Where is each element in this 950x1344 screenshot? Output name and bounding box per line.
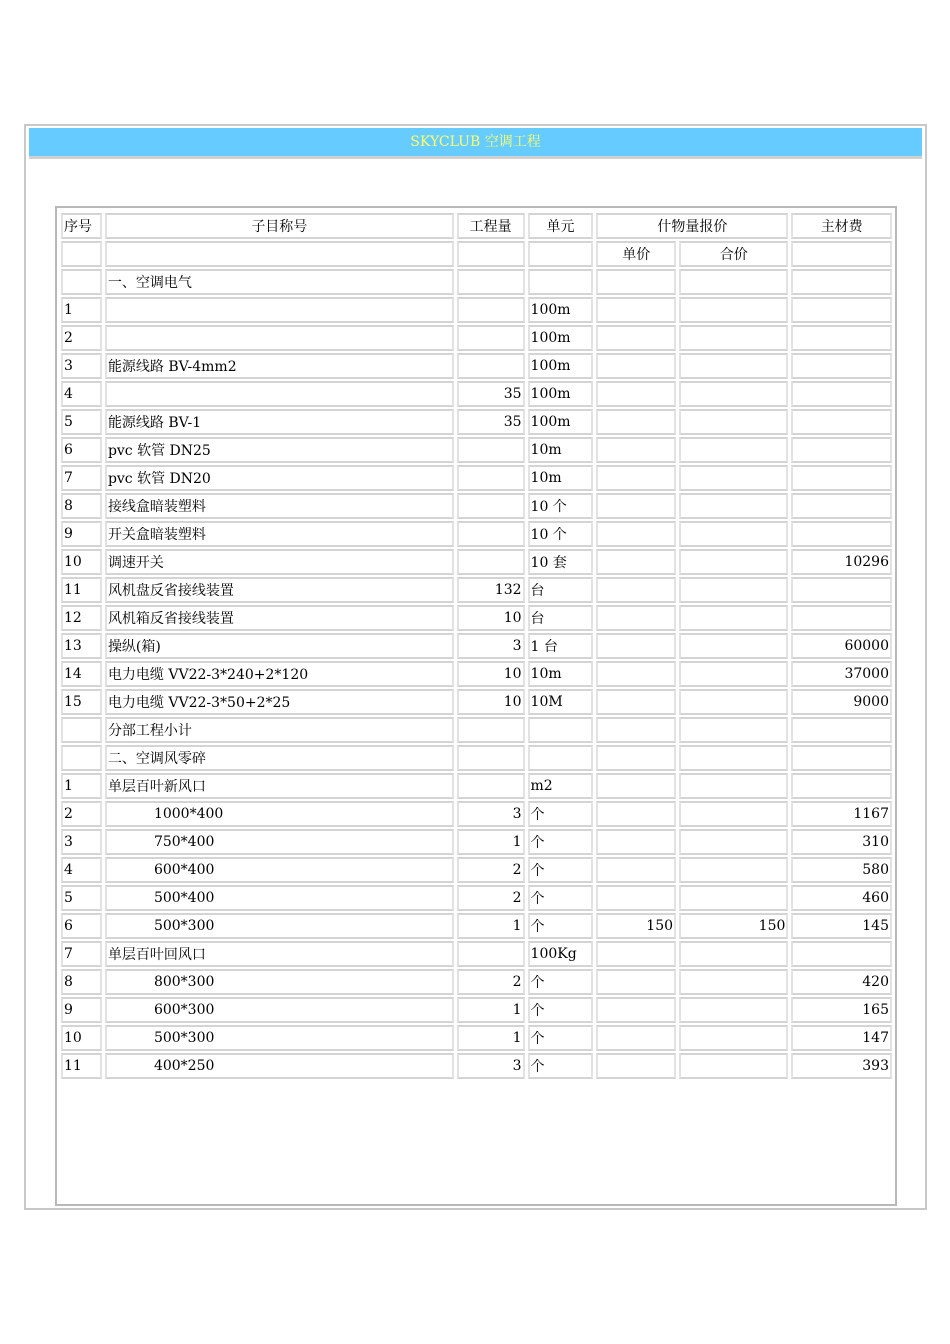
cell-unit: 10m bbox=[528, 465, 594, 491]
cell-total-price bbox=[679, 857, 788, 883]
cell-unit: 个 bbox=[528, 913, 594, 939]
cell-unit-price bbox=[596, 605, 676, 631]
cell-quantity: 132 bbox=[457, 577, 525, 603]
cell-material-cost bbox=[791, 717, 892, 743]
table-row bbox=[61, 801, 892, 827]
table-row bbox=[61, 1025, 892, 1051]
table-row bbox=[61, 437, 892, 463]
cell-seq: 4 bbox=[61, 381, 102, 407]
cell-item-name: 单层百叶新风口 bbox=[105, 773, 454, 799]
document-frame bbox=[24, 124, 927, 1210]
table-row bbox=[61, 717, 892, 743]
cell-unit: 100Kg bbox=[528, 941, 594, 967]
header-name: 子目称号 bbox=[105, 213, 454, 239]
cell-quantity bbox=[457, 465, 525, 491]
cell-seq: 5 bbox=[61, 409, 102, 435]
header-total-price: 合价 bbox=[679, 241, 788, 267]
header-seq: 序号 bbox=[61, 213, 102, 239]
cell-quantity bbox=[457, 745, 525, 771]
table-row bbox=[61, 1053, 892, 1079]
cell-seq: 1 bbox=[61, 773, 102, 799]
cell-total-price bbox=[679, 437, 788, 463]
cell-total-price bbox=[679, 773, 788, 799]
cell-seq: 6 bbox=[61, 437, 102, 463]
cell-seq: 6 bbox=[61, 913, 102, 939]
cell-item-name: 500*300 bbox=[105, 1025, 454, 1051]
cell-item-name: 风机盘反省接线装置 bbox=[105, 577, 454, 603]
cell-quantity: 10 bbox=[457, 605, 525, 631]
header-unit: 单元 bbox=[528, 213, 594, 239]
cell-total-price bbox=[679, 353, 788, 379]
cell-unit: m2 bbox=[528, 773, 594, 799]
cell-quantity bbox=[457, 773, 525, 799]
table-row bbox=[61, 773, 892, 799]
cell-total-price bbox=[679, 885, 788, 911]
cell-item-name: 1000*400 bbox=[105, 801, 454, 827]
cell-item-name: 调速开关 bbox=[105, 549, 454, 575]
header-qty: 工程量 bbox=[457, 213, 525, 239]
table-row bbox=[61, 493, 892, 519]
subheader-empty-cell bbox=[457, 241, 525, 267]
cell-quantity: 3 bbox=[457, 633, 525, 659]
cell-unit-price bbox=[596, 465, 676, 491]
cell-seq: 13 bbox=[61, 633, 102, 659]
table-row bbox=[61, 353, 892, 379]
cell-total-price bbox=[679, 745, 788, 771]
cell-total-price bbox=[679, 549, 788, 575]
cell-unit-price bbox=[596, 521, 676, 547]
cell-quantity: 1 bbox=[457, 997, 525, 1023]
cell-item-name: 750*400 bbox=[105, 829, 454, 855]
cell-seq bbox=[61, 269, 102, 295]
cell-seq: 2 bbox=[61, 325, 102, 351]
cell-item-name: 风机箱反省接线装置 bbox=[105, 605, 454, 631]
cell-material-cost bbox=[791, 465, 892, 491]
cell-unit bbox=[528, 745, 594, 771]
cell-total-price bbox=[679, 801, 788, 827]
cell-item-name: 接线盒暗装塑料 bbox=[105, 493, 454, 519]
cell-material-cost: 10296 bbox=[791, 549, 892, 575]
table-row bbox=[61, 381, 892, 407]
cell-material-cost bbox=[791, 437, 892, 463]
cell-material-cost: 60000 bbox=[791, 633, 892, 659]
cell-quantity bbox=[457, 325, 525, 351]
cell-unit: 100m bbox=[528, 325, 594, 351]
cell-unit: 100m bbox=[528, 409, 594, 435]
table-row bbox=[61, 269, 892, 295]
cell-unit: 个 bbox=[528, 829, 594, 855]
cell-unit-price bbox=[596, 269, 676, 295]
cell-quantity: 10 bbox=[457, 689, 525, 715]
cell-quantity bbox=[457, 941, 525, 967]
cell-material-cost bbox=[791, 325, 892, 351]
cell-item-name: pvc 软管 DN25 bbox=[105, 437, 454, 463]
cell-quantity: 35 bbox=[457, 409, 525, 435]
cell-quantity bbox=[457, 269, 525, 295]
cell-unit: 100m bbox=[528, 353, 594, 379]
cell-seq: 4 bbox=[61, 857, 102, 883]
cell-unit-price bbox=[596, 549, 676, 575]
cell-unit: 个 bbox=[528, 801, 594, 827]
cell-material-cost: 420 bbox=[791, 969, 892, 995]
table-row bbox=[61, 913, 892, 939]
cell-item-name: 分部工程小计 bbox=[105, 717, 454, 743]
cell-item-name: 500*400 bbox=[105, 885, 454, 911]
table-row bbox=[61, 465, 892, 491]
cell-material-cost: 165 bbox=[791, 997, 892, 1023]
cell-item-name bbox=[105, 381, 454, 407]
table-row bbox=[61, 633, 892, 659]
cell-material-cost: 37000 bbox=[791, 661, 892, 687]
cell-unit-price bbox=[596, 381, 676, 407]
cell-unit-price bbox=[596, 297, 676, 323]
cell-unit: 个 bbox=[528, 857, 594, 883]
cell-material-cost bbox=[791, 577, 892, 603]
page-title: SKYCLUB 空调工程 bbox=[29, 128, 922, 159]
cell-material-cost bbox=[791, 409, 892, 435]
cell-item-name: 500*300 bbox=[105, 913, 454, 939]
cell-seq: 8 bbox=[61, 493, 102, 519]
cell-total-price bbox=[679, 577, 788, 603]
cell-quantity: 1 bbox=[457, 913, 525, 939]
table-row bbox=[61, 549, 892, 575]
cell-material-cost bbox=[791, 745, 892, 771]
cell-unit: 个 bbox=[528, 1053, 594, 1079]
cell-total-price bbox=[679, 717, 788, 743]
cell-total-price bbox=[679, 297, 788, 323]
cell-item-name: 电力电缆 VV22-3*50+2*25 bbox=[105, 689, 454, 715]
cell-unit: 10 个 bbox=[528, 493, 594, 519]
cell-unit: 个 bbox=[528, 1025, 594, 1051]
cell-unit-price bbox=[596, 577, 676, 603]
header-unit-price: 单价 bbox=[596, 241, 676, 267]
cell-seq: 5 bbox=[61, 885, 102, 911]
cell-unit-price bbox=[596, 801, 676, 827]
cell-quantity bbox=[457, 521, 525, 547]
cell-material-cost: 310 bbox=[791, 829, 892, 855]
cell-unit-price bbox=[596, 409, 676, 435]
cell-total-price bbox=[679, 941, 788, 967]
cell-seq: 12 bbox=[61, 605, 102, 631]
cell-unit: 10 套 bbox=[528, 549, 594, 575]
cell-item-name: 600*300 bbox=[105, 997, 454, 1023]
cell-unit: 台 bbox=[528, 605, 594, 631]
subheader-empty-cell bbox=[105, 241, 454, 267]
cell-total-price bbox=[679, 269, 788, 295]
cell-material-cost bbox=[791, 605, 892, 631]
cell-material-cost: 147 bbox=[791, 1025, 892, 1051]
cell-total-price bbox=[679, 605, 788, 631]
header-material-cost: 主材费 bbox=[791, 213, 892, 239]
cell-material-cost bbox=[791, 297, 892, 323]
quote-table-frame bbox=[55, 206, 897, 1206]
cell-unit-price bbox=[596, 1025, 676, 1051]
cell-total-price bbox=[679, 661, 788, 687]
cell-item-name: 能源线路 BV-4mm2 bbox=[105, 353, 454, 379]
cell-item-name: 400*250 bbox=[105, 1053, 454, 1079]
cell-item-name: pvc 软管 DN20 bbox=[105, 465, 454, 491]
cell-total-price bbox=[679, 521, 788, 547]
cell-item-name bbox=[105, 325, 454, 351]
cell-material-cost: 9000 bbox=[791, 689, 892, 715]
cell-total-price bbox=[679, 829, 788, 855]
subheader-row bbox=[61, 241, 892, 267]
cell-total-price bbox=[679, 969, 788, 995]
table-row bbox=[61, 577, 892, 603]
cell-item-name: 800*300 bbox=[105, 969, 454, 995]
cell-unit: 个 bbox=[528, 885, 594, 911]
cell-material-cost bbox=[791, 493, 892, 519]
cell-unit: 100m bbox=[528, 297, 594, 323]
table-row bbox=[61, 885, 892, 911]
cell-quantity: 35 bbox=[457, 381, 525, 407]
cell-total-price bbox=[679, 1025, 788, 1051]
cell-unit bbox=[528, 717, 594, 743]
cell-material-cost bbox=[791, 269, 892, 295]
cell-quantity: 2 bbox=[457, 857, 525, 883]
table-row bbox=[61, 605, 892, 631]
cell-material-cost: 1167 bbox=[791, 801, 892, 827]
cell-item-name: 二、空调风零碎 bbox=[105, 745, 454, 771]
cell-total-price bbox=[679, 997, 788, 1023]
cell-quantity bbox=[457, 437, 525, 463]
cell-unit-price bbox=[596, 353, 676, 379]
cell-unit: 10M bbox=[528, 689, 594, 715]
table-row bbox=[61, 409, 892, 435]
cell-quantity: 2 bbox=[457, 969, 525, 995]
cell-unit: 10 个 bbox=[528, 521, 594, 547]
cell-unit-price bbox=[596, 997, 676, 1023]
cell-total-price bbox=[679, 633, 788, 659]
cell-seq: 7 bbox=[61, 941, 102, 967]
cell-unit-price bbox=[596, 941, 676, 967]
cell-unit-price bbox=[596, 773, 676, 799]
cell-seq bbox=[61, 717, 102, 743]
cell-item-name bbox=[105, 297, 454, 323]
cell-seq: 3 bbox=[61, 353, 102, 379]
cell-total-price bbox=[679, 325, 788, 351]
cell-unit: 台 bbox=[528, 577, 594, 603]
cell-total-price: 150 bbox=[679, 913, 788, 939]
cell-quantity bbox=[457, 549, 525, 575]
table-row bbox=[61, 857, 892, 883]
cell-quantity: 3 bbox=[457, 1053, 525, 1079]
cell-seq: 11 bbox=[61, 1053, 102, 1079]
cell-quantity: 3 bbox=[457, 801, 525, 827]
cell-item-name: 单层百叶回风口 bbox=[105, 941, 454, 967]
cell-unit-price bbox=[596, 493, 676, 519]
cell-total-price bbox=[679, 493, 788, 519]
cell-quantity bbox=[457, 493, 525, 519]
cell-unit-price bbox=[596, 829, 676, 855]
cell-quantity bbox=[457, 297, 525, 323]
cell-item-name: 能源线路 BV-1 bbox=[105, 409, 454, 435]
cell-unit-price bbox=[596, 717, 676, 743]
cell-unit-price bbox=[596, 885, 676, 911]
cell-unit: 1 台 bbox=[528, 633, 594, 659]
cell-unit-price bbox=[596, 969, 676, 995]
cell-material-cost bbox=[791, 381, 892, 407]
subheader-empty-cell bbox=[528, 241, 594, 267]
cell-item-name: 一、空调电气 bbox=[105, 269, 454, 295]
cell-seq: 3 bbox=[61, 829, 102, 855]
cell-unit-price bbox=[596, 325, 676, 351]
cell-quantity: 10 bbox=[457, 661, 525, 687]
cell-quantity: 1 bbox=[457, 1025, 525, 1051]
quote-table bbox=[58, 211, 895, 1081]
cell-seq: 1 bbox=[61, 297, 102, 323]
header-quote: 什物量报价 bbox=[596, 213, 788, 239]
cell-unit: 个 bbox=[528, 997, 594, 1023]
cell-seq: 9 bbox=[61, 521, 102, 547]
cell-unit-price bbox=[596, 857, 676, 883]
cell-seq: 14 bbox=[61, 661, 102, 687]
cell-total-price bbox=[679, 409, 788, 435]
cell-unit-price bbox=[596, 437, 676, 463]
cell-quantity: 1 bbox=[457, 829, 525, 855]
cell-seq: 8 bbox=[61, 969, 102, 995]
table-row bbox=[61, 661, 892, 687]
cell-item-name: 电力电缆 VV22-3*240+2*120 bbox=[105, 661, 454, 687]
cell-material-cost: 460 bbox=[791, 885, 892, 911]
cell-seq: 7 bbox=[61, 465, 102, 491]
cell-total-price bbox=[679, 465, 788, 491]
cell-quantity: 2 bbox=[457, 885, 525, 911]
cell-material-cost bbox=[791, 941, 892, 967]
cell-total-price bbox=[679, 381, 788, 407]
subheader-empty-cell bbox=[791, 241, 892, 267]
cell-total-price bbox=[679, 689, 788, 715]
cell-item-name: 开关盒暗装塑料 bbox=[105, 521, 454, 547]
cell-unit: 10m bbox=[528, 437, 594, 463]
cell-seq: 9 bbox=[61, 997, 102, 1023]
cell-seq: 10 bbox=[61, 549, 102, 575]
cell-unit-price bbox=[596, 745, 676, 771]
cell-material-cost bbox=[791, 353, 892, 379]
table-row bbox=[61, 969, 892, 995]
cell-unit-price bbox=[596, 689, 676, 715]
cell-seq: 11 bbox=[61, 577, 102, 603]
cell-seq: 2 bbox=[61, 801, 102, 827]
cell-unit: 10m bbox=[528, 661, 594, 687]
table-row bbox=[61, 689, 892, 715]
cell-seq: 10 bbox=[61, 1025, 102, 1051]
cell-total-price bbox=[679, 1053, 788, 1079]
cell-material-cost bbox=[791, 521, 892, 547]
cell-unit bbox=[528, 269, 594, 295]
table-row bbox=[61, 297, 892, 323]
cell-seq: 15 bbox=[61, 689, 102, 715]
cell-unit-price: 150 bbox=[596, 913, 676, 939]
cell-item-name: 600*400 bbox=[105, 857, 454, 883]
table-row bbox=[61, 521, 892, 547]
cell-quantity bbox=[457, 353, 525, 379]
cell-material-cost: 145 bbox=[791, 913, 892, 939]
cell-material-cost bbox=[791, 773, 892, 799]
cell-seq bbox=[61, 745, 102, 771]
table-row bbox=[61, 997, 892, 1023]
cell-unit-price bbox=[596, 633, 676, 659]
table-row bbox=[61, 941, 892, 967]
cell-unit: 100m bbox=[528, 381, 594, 407]
table-row bbox=[61, 829, 892, 855]
header-row bbox=[61, 213, 892, 239]
subheader-empty-cell bbox=[61, 241, 102, 267]
cell-unit: 个 bbox=[528, 969, 594, 995]
cell-quantity bbox=[457, 717, 525, 743]
cell-material-cost: 580 bbox=[791, 857, 892, 883]
cell-unit-price bbox=[596, 661, 676, 687]
cell-unit-price bbox=[596, 1053, 676, 1079]
cell-item-name: 操纵(箱) bbox=[105, 633, 454, 659]
table-row bbox=[61, 325, 892, 351]
table-row bbox=[61, 745, 892, 771]
cell-material-cost: 393 bbox=[791, 1053, 892, 1079]
